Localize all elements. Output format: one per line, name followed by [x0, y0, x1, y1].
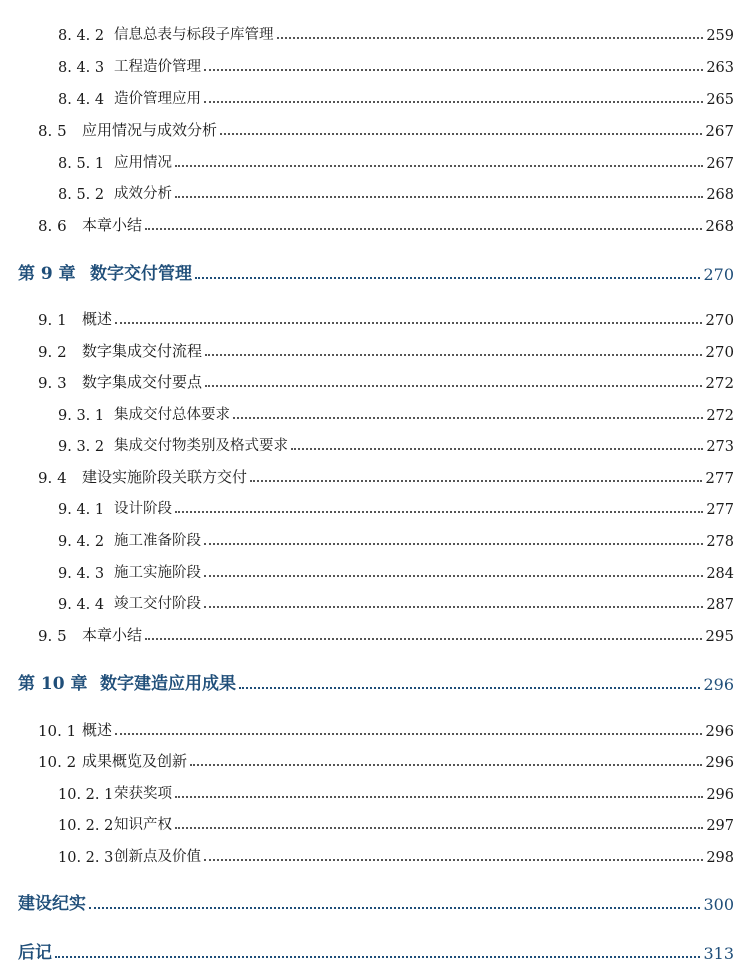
toc-entry[interactable] — [38, 339, 734, 361]
toc-entry[interactable] — [38, 307, 734, 329]
toc-entry-title: 荣获奖项 — [114, 786, 172, 802]
toc-entry-page-number: 296 — [706, 787, 734, 803]
toc-entry[interactable] — [58, 781, 734, 803]
dot-leader — [205, 385, 702, 387]
toc-entry-number: 9. 4. 2 — [58, 534, 105, 550]
toc-entry-page-number: 263 — [706, 60, 734, 76]
toc-entry-page-number: 267 — [706, 156, 734, 172]
toc-entry[interactable] — [38, 213, 734, 235]
toc-entry[interactable] — [58, 22, 734, 44]
toc-entry-page-number: 296 — [703, 675, 734, 694]
dot-leader — [190, 764, 702, 766]
toc-entry-page-number: 287 — [706, 597, 734, 613]
toc-entry-page-number: 296 — [705, 722, 734, 740]
toc-entry-number: 8. 4. 2 — [58, 28, 105, 44]
toc-entry[interactable] — [58, 560, 734, 582]
toc-chapter-entry[interactable] — [18, 262, 734, 284]
toc-entry-title: 概述 — [82, 310, 113, 328]
dot-leader — [277, 37, 704, 39]
toc-entry-page-number: 300 — [703, 895, 734, 914]
toc-entry-title: 造价管理应用 — [114, 91, 201, 107]
toc-entry[interactable] — [38, 118, 734, 140]
dot-leader — [89, 907, 700, 909]
toc-entry-page-number: 268 — [705, 217, 734, 235]
toc-entry[interactable] — [58, 150, 734, 172]
dot-leader — [204, 101, 703, 103]
toc-entry[interactable] — [58, 844, 734, 866]
toc-entry-page-number: 284 — [706, 566, 734, 582]
toc-entry-page-number: 272 — [705, 374, 734, 392]
toc-entry-title: 应用情况与成效分析 — [82, 121, 218, 139]
toc-entry-number: 9. 3. 1 — [58, 408, 105, 424]
toc-entry-page-number: 298 — [706, 850, 734, 866]
toc-entry-page-number: 265 — [706, 92, 734, 108]
toc-entry-title: 信息总表与标段子库管理 — [114, 27, 274, 43]
toc-entry-number: 9. 4 — [38, 469, 67, 487]
toc-entry-title: 后记 — [18, 943, 52, 963]
toc-entry[interactable] — [38, 718, 734, 740]
toc-entry-number: 9. 4. 1 — [58, 502, 105, 518]
toc-entry-title: 知识产权 — [114, 817, 172, 833]
toc-entry-page-number: 297 — [706, 818, 734, 834]
toc-entry-title: 数字集成交付要点 — [82, 373, 203, 391]
toc-entry[interactable] — [58, 54, 734, 76]
dot-leader — [115, 733, 702, 735]
toc-entry[interactable] — [38, 623, 734, 645]
toc-chapter-entry[interactable] — [18, 941, 734, 963]
toc-entry-number: 9. 2 — [38, 343, 67, 361]
toc-entry-page-number: 267 — [705, 122, 734, 140]
toc-entry-page-number: 270 — [705, 311, 734, 329]
dot-leader — [204, 606, 703, 608]
toc-entry[interactable] — [38, 465, 734, 487]
toc-entry-title: 竣工交付阶段 — [114, 596, 201, 612]
toc-entry-number: 9. 3 — [38, 374, 67, 392]
toc-entry-number: 第 10 章 — [18, 674, 88, 694]
toc-entry-number: 9. 4. 4 — [58, 597, 105, 613]
toc-entry-number: 9. 1 — [38, 311, 67, 329]
toc-entry-title: 本章小结 — [82, 216, 143, 234]
toc-entry-number: 8. 6 — [38, 217, 67, 235]
toc-entry[interactable] — [38, 370, 734, 392]
toc-entry-page-number: 313 — [703, 944, 734, 963]
toc-entry-title: 设计阶段 — [114, 501, 172, 517]
toc-entry[interactable] — [58, 591, 734, 613]
toc-entry-title: 成效分析 — [114, 186, 172, 202]
dot-leader — [239, 687, 700, 689]
toc-entry-title: 施工准备阶段 — [114, 533, 201, 549]
toc-entry-page-number: 277 — [706, 502, 734, 518]
toc-chapter-entry[interactable] — [18, 892, 734, 914]
toc-entry-page-number: 259 — [706, 28, 734, 44]
toc-entry-page-number: 270 — [703, 265, 734, 284]
toc-entry-title: 创新点及价值 — [114, 849, 201, 865]
toc-entry-title: 数字交付管理 — [90, 264, 192, 284]
dot-leader — [233, 417, 703, 419]
toc-entry[interactable] — [38, 749, 734, 771]
toc-entry-title: 工程造价管理 — [114, 59, 201, 75]
dot-leader — [205, 354, 702, 356]
toc-entry-number: 10. 1 — [38, 722, 77, 740]
dot-leader — [250, 480, 702, 482]
dot-leader — [175, 196, 703, 198]
toc-entry-title: 应用情况 — [114, 155, 172, 171]
dot-leader — [145, 638, 702, 640]
dot-leader — [55, 956, 700, 958]
toc-entry[interactable] — [58, 433, 734, 455]
toc-entry-number: 8. 5. 2 — [58, 187, 105, 203]
toc-entry-number: 8. 5 — [38, 122, 67, 140]
toc-entry-number: 9. 3. 2 — [58, 439, 105, 455]
toc-entry-page-number: 272 — [706, 408, 734, 424]
toc-entry-title: 建设实施阶段关联方交付 — [82, 468, 248, 486]
toc-chapter-entry[interactable] — [18, 672, 734, 694]
toc-entry-title: 集成交付物类别及格式要求 — [114, 438, 288, 454]
toc-entry-title: 施工实施阶段 — [114, 565, 201, 581]
dot-leader — [175, 165, 703, 167]
toc-entry-page-number: 295 — [705, 627, 734, 645]
toc-entry-number: 9. 5 — [38, 627, 67, 645]
dot-leader — [204, 543, 703, 545]
toc-entry-title: 成果概览及创新 — [82, 752, 188, 770]
toc-entry-page-number: 268 — [706, 187, 734, 203]
toc-entry-number: 第 9 章 — [18, 264, 76, 284]
toc-entry-number: 10. 2. 1 — [58, 787, 114, 803]
toc-entry-title: 集成交付总体要求 — [114, 407, 230, 423]
toc-entry-number: 8. 5. 1 — [58, 156, 105, 172]
dot-leader — [220, 133, 702, 135]
toc-entry[interactable] — [58, 528, 734, 550]
dot-leader — [145, 228, 702, 230]
toc-entry[interactable] — [58, 181, 734, 203]
dot-leader — [175, 796, 703, 798]
toc-entry-title: 数字建造应用成果 — [100, 674, 236, 694]
dot-leader — [204, 859, 703, 861]
dot-leader — [175, 511, 703, 513]
toc-entry-title: 概述 — [82, 721, 113, 739]
toc-entry-title: 数字集成交付流程 — [82, 342, 203, 360]
toc-entry-title: 建设纪实 — [18, 894, 86, 914]
toc-entry-page-number: 278 — [706, 534, 734, 550]
dot-leader — [115, 322, 702, 324]
toc-entry-page-number: 273 — [706, 439, 734, 455]
toc-entry-page-number: 277 — [705, 469, 734, 487]
toc-entry-number: 9. 4. 3 — [58, 566, 105, 582]
toc-entry[interactable] — [58, 402, 734, 424]
toc-entry-page-number: 270 — [705, 343, 734, 361]
toc-entry-number: 8. 4. 4 — [58, 92, 105, 108]
toc-entry[interactable] — [58, 496, 734, 518]
toc-entry-page-number: 296 — [705, 753, 734, 771]
toc-entry-title: 本章小结 — [82, 626, 143, 644]
toc-entry-number: 8. 4. 3 — [58, 60, 105, 76]
toc-entry-number: 10. 2. 2 — [58, 818, 114, 834]
dot-leader — [204, 69, 703, 71]
toc-entry-number: 10. 2 — [38, 753, 77, 771]
dot-leader — [291, 448, 703, 450]
dot-leader — [175, 827, 703, 829]
dot-leader — [195, 277, 700, 279]
dot-leader — [204, 575, 703, 577]
toc-entry[interactable] — [58, 86, 734, 108]
toc-entry-number: 10. 2. 3 — [58, 850, 114, 866]
toc-entry[interactable] — [58, 812, 734, 834]
